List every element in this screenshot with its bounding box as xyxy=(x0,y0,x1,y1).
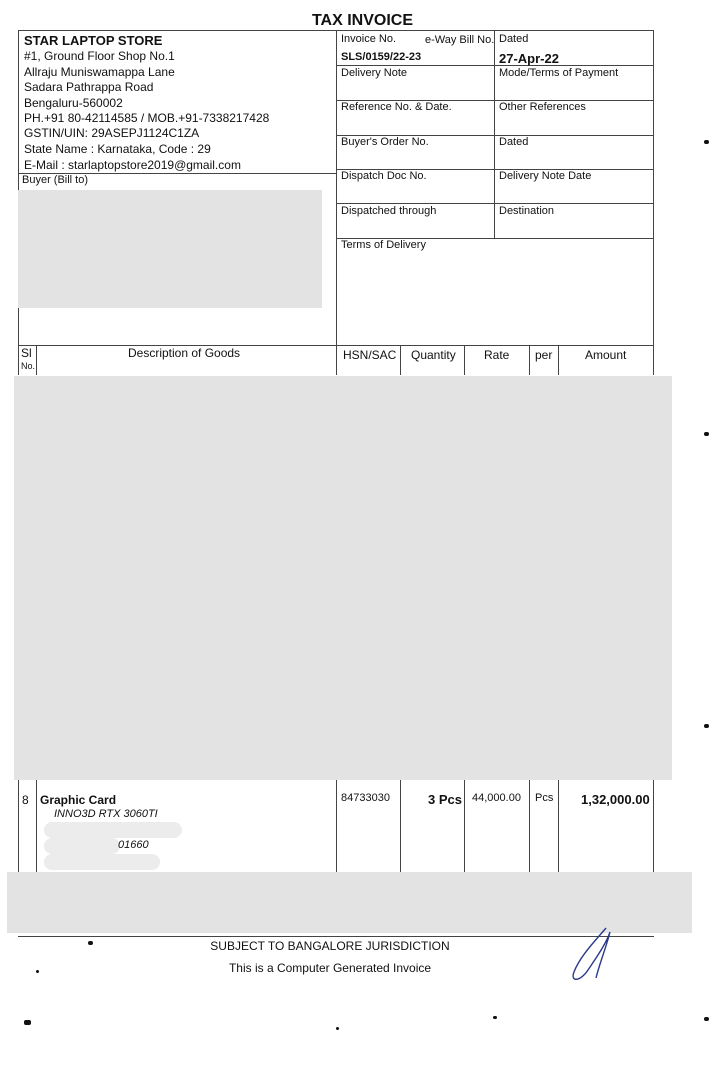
item-model: INNO3D RTX 3060TI xyxy=(54,808,158,820)
row-line xyxy=(529,780,530,872)
item-serial-redacted xyxy=(44,854,160,870)
header-no: No. xyxy=(21,361,36,371)
reference-no-label: Reference No. & Date. xyxy=(341,101,452,113)
item-quantity: 3 Pcs xyxy=(428,792,462,807)
row-line xyxy=(36,780,37,872)
frame-right-col xyxy=(494,30,495,238)
items-redacted-block xyxy=(14,376,672,780)
other-references-label: Other References xyxy=(499,101,586,113)
scan-speck xyxy=(704,432,709,436)
buyers-order-label: Buyer's Order No. xyxy=(341,136,429,148)
dated-2-label: Dated xyxy=(499,136,529,148)
item-sl: 8 xyxy=(22,793,29,807)
row-line xyxy=(18,780,19,872)
table-col-sl xyxy=(36,345,37,375)
jurisdiction-note: SUBJECT TO BANGALORE JURISDICTION xyxy=(210,939,450,953)
invoice-no-label: Invoice No. xyxy=(341,33,397,45)
table-col-per xyxy=(529,345,530,375)
row-line xyxy=(558,780,559,872)
scan-speck xyxy=(36,970,39,973)
row-line xyxy=(336,780,337,872)
seller-address-3: Sadara Pathrappa Road xyxy=(24,80,154,94)
item-amount: 1,32,000.00 xyxy=(581,792,650,807)
header-hsn: HSN/SAC xyxy=(343,348,397,362)
row-line xyxy=(653,780,654,872)
dated-label: Dated xyxy=(499,33,529,45)
row-line xyxy=(464,780,465,872)
signature-mark xyxy=(566,922,614,986)
invoice-title: TAX INVOICE xyxy=(311,12,414,29)
seller-gstin: GSTIN/UIN: 29ASEPJ1124C1ZA xyxy=(24,126,200,140)
table-col-amount xyxy=(558,345,559,375)
header-amount: Amount xyxy=(585,348,627,362)
item-hsn: 84733030 xyxy=(341,792,390,804)
delivery-note-label: Delivery Note xyxy=(341,67,408,79)
buyer-redacted-block xyxy=(18,190,322,308)
seller-address-4: Bengaluru-560002 xyxy=(24,96,123,110)
invoice-no-value: SLS/0159/22-23 xyxy=(341,51,422,63)
scan-speck xyxy=(704,1017,709,1021)
terms-of-delivery-label: Terms of Delivery xyxy=(341,239,426,251)
header-quantity: Quantity xyxy=(411,348,456,362)
buyer-label: Buyer (Bill to) xyxy=(22,174,89,186)
seller-phone: PH.+91 80-42114585 / MOB.+91-7338217428 xyxy=(24,111,270,125)
scan-speck xyxy=(493,1016,497,1019)
seller-email: E-Mail : starlaptopstore2019@gmail.com xyxy=(24,158,241,172)
table-bottom xyxy=(18,936,654,937)
grid-line xyxy=(336,65,654,66)
computer-generated-note: This is a Computer Generated Invoice xyxy=(228,961,432,975)
dispatched-through-label: Dispatched through xyxy=(341,205,437,217)
item-serial-redacted xyxy=(44,822,182,838)
seller-name: STAR LAPTOP STORE xyxy=(24,33,163,48)
scan-speck xyxy=(336,1027,339,1030)
row-line xyxy=(400,780,401,872)
item-serial-partial: 01660 xyxy=(118,839,149,851)
table-col-rate xyxy=(464,345,465,375)
dated-value: 27-Apr-22 xyxy=(499,51,559,66)
seller-address-2: Allraju Muniswamappa Lane xyxy=(24,65,175,79)
seller-state: State Name : Karnataka, Code : 29 xyxy=(24,142,211,156)
delivery-note-date-label: Delivery Note Date xyxy=(499,170,592,182)
header-description: Description of Goods xyxy=(128,346,241,360)
item-serial-redacted xyxy=(44,838,120,854)
destination-label: Destination xyxy=(499,205,555,217)
table-col-quantity xyxy=(400,345,401,375)
header-sl: Sl xyxy=(21,346,32,360)
grid-line xyxy=(336,203,654,204)
item-per: Pcs xyxy=(535,792,554,804)
header-per: per xyxy=(535,348,553,362)
eway-bill-label: e-Way Bill No. xyxy=(425,34,495,46)
header-rate: Rate xyxy=(484,348,510,362)
dispatch-doc-label: Dispatch Doc No. xyxy=(341,170,427,182)
item-rate: 44,000.00 xyxy=(472,792,521,804)
seller-address-1: #1, Ground Floor Shop No.1 xyxy=(24,49,175,63)
scan-speck xyxy=(88,941,93,945)
mode-terms-label: Mode/Terms of Payment xyxy=(499,67,619,79)
item-name: Graphic Card xyxy=(40,793,117,807)
scan-speck xyxy=(704,140,709,144)
scan-speck xyxy=(24,1020,31,1025)
scan-speck xyxy=(704,724,709,728)
